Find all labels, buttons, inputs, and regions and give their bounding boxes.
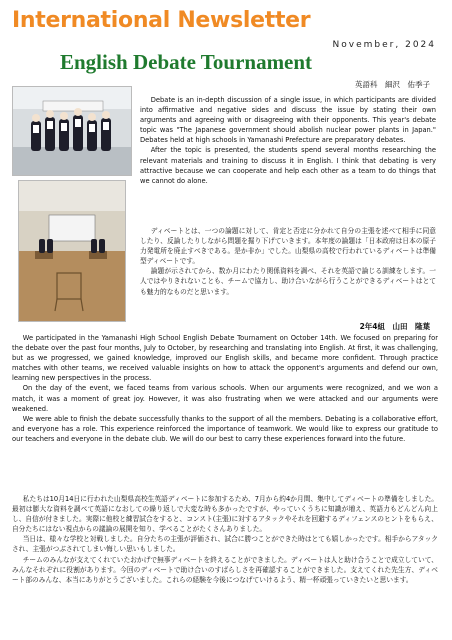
article-title: English Debate Tournament <box>60 50 313 74</box>
student-japanese-paragraph-2: 当日は、様々な学校と対戦しました。自分たちの主張が評価され、試合に勝つことができた時はとても嬉しかったです。相手からアタックされ、主張がつぶされてしまい悔しい思いもしました。 <box>12 535 438 554</box>
intro-english-paragraph-2: After the topic is presented, the students spend several months researching the relevant materials and training to discuss it in English. I think that debating is very attractive because we can cooperate and help each other as a team to do things that we cannot do alone. <box>140 146 436 185</box>
author-byline-teacher: 英語科 細沢 佑季子 <box>355 80 430 89</box>
debate-hall-photo <box>18 180 126 322</box>
student-english-paragraph-3: We were able to finish the debate successfully thanks to the support of all the members. Debating is a collaborative effort, and everyone has a role. This experience reinforced the importance of teamwork. We would like to express our gratitude to our teachers and everyone in the debate club. We will do our best to carry these experiences forward into the future. <box>12 414 438 443</box>
intro-japanese-paragraph-2: 論題が示されてから、数か月にわたり関係資料を調べ、それを英語で論じる訓練をします。一人ではやりきれないことも、チームで協力し、助け合いながら行うことができるディベートはとても魅力的なものだと思います。 <box>140 267 436 296</box>
author-byline-student: 2年4組 山田 隆葉 <box>359 322 430 331</box>
student-report-english <box>12 333 438 444</box>
intro-japanese <box>140 226 436 297</box>
student-japanese-paragraph-1: 私たちは10月14日に行われた山梨県高校生英語ディベートに参加するため、7月から約4か月間、集中してディベートの準備をしました。最初は膨大な資料を調べて英語になおしての繰り返しで大変な時も多かったですが、やっていくうちに知識が増え、英語力もどんどん向上し、自信が付きました。実際に他校と練習試合をすると、コンスト(主張)に対するアタックやそれを回避するディフェンスのヒントをもらえ、自分たちにはない視点からの議論の展開を知り、学べることがたくさんありました。 <box>12 495 438 534</box>
team-group-photo <box>12 86 132 176</box>
intro-english <box>140 95 436 186</box>
student-english-paragraph-1: We participated in the Yamanashi High School English Debate Tournament on October 14th. We focused on preparing for the debate over the past four months, July to October, by researching and translating into English. At first, it was challenging, but as we progressed, we gained knowledge, improved our English skills, and became more confident. Through practice matches with other teams, we received valuable insights on how to attack the opponent's arguments and defend our own, learning new perspectives in the process. <box>12 334 438 383</box>
newsletter-masthead: International Newsletter <box>12 8 311 33</box>
student-english-paragraph-2: On the day of the event, we faced teams from various schools. When our arguments were recognized, and we won a match, it was a moment of great joy. However, it was also frustrating when we were attacked and our arguments were weakened. <box>12 384 438 413</box>
issue-date: November, 2024 <box>332 40 436 50</box>
intro-japanese-paragraph-1: ディベートとは、一つの論題に対して、肯定と否定に分かれて自分の主張を述べて相手に同意したり、反論したりしながら問題を掘り下げていきます。本年度の論題は「日本政府は日本の原子力発電所を廃止すべきである。是か非か」でした。山梨県の高校で行われているディベートは準備型ディベートです。 <box>140 227 436 266</box>
student-japanese-paragraph-3: チームのみんなが支えてくれていたおかげで無事ディベートを終えることができました。ディベートは人と助け合うことで成立していて、みんなそれぞれに役割があります。今回のディベートで助け合いのすばらしさを再確認することができました。支えてくれた先生方、ディベート部のみんな、本当にありがとうございました。これらの経験を今後につなげていけるよう、精一杯頑張っていきたいと思います。 <box>12 555 438 584</box>
intro-english-paragraph-1: Debate is an in-depth discussion of a single issue, in which participants are divided into affirmative and negative sides and discuss the issue by stating their own arguments and agreeing with or disagreeing with their opponents. This year's debate topic was "The Japanese government should abolish nuclear power plants in Japan." Debates held at high schools in Yamanashi Prefecture are preparatory debates. <box>140 96 436 145</box>
student-report-japanese <box>12 494 438 585</box>
